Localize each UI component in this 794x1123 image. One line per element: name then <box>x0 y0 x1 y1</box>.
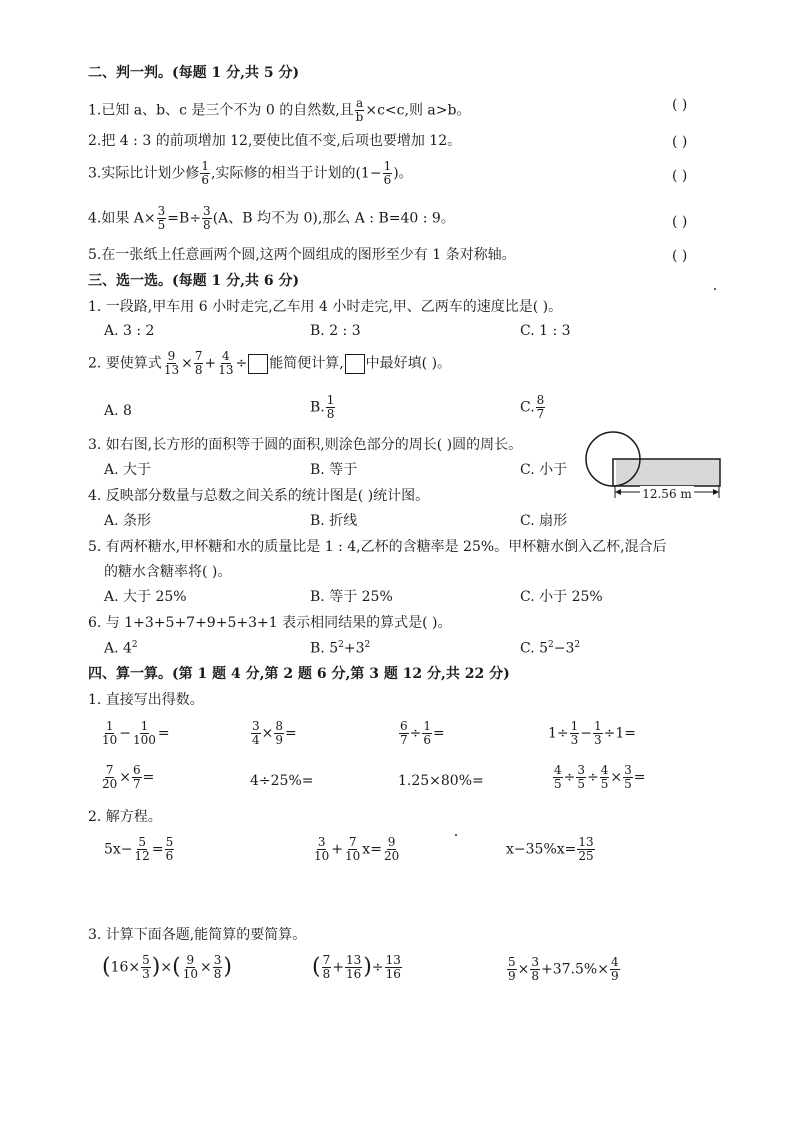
judge-q4: 4.如果 A× $\frac{3}{5}$ =B÷ $\frac{3}{8}$ (A、B 均不为 0),那么 A : B=40 : 9。 <box>88 204 455 232</box>
judge-q2: 2.把 4 : 3 的前项增加 12,要使比值不变,后项也要增加 12。 <box>88 133 462 149</box>
blank-box <box>345 354 365 374</box>
circle-rectangle-figure <box>582 428 732 508</box>
choice-q6: 6. 与 1+3+5+7+9+5+3+1 表示相同结果的算式是( )。 <box>88 615 452 631</box>
calc-e3: $\frac{6}{7}$ ÷ $\frac{1}{6}$ = <box>400 719 445 747</box>
arrow-left-icon <box>615 489 621 495</box>
arrow-right-icon <box>713 489 719 495</box>
part1-title: 1. 直接写出得数。 <box>88 692 204 708</box>
judge-q5: 5.在一张纸上任意画两个圆,这两个圆组成的图形至少有 1 条对称轴。 <box>88 247 516 263</box>
choice-q2-b[interactable]: B. $\frac{1}{8}$ <box>310 393 335 421</box>
choice-q6-b[interactable]: B. $5^2+3^2$ <box>310 640 371 657</box>
calc-c1: (16× $\frac{5}{3}$ )×( $\frac{9}{10}$ × $\frac{3}{8}$ ) <box>102 953 232 981</box>
choice-q2: 2. 要使算式 $\frac{9}{13}$ × $\frac{7}{8}$ + $\frac{4}{13}$ ÷ 能简便计算, 中最好填( )。 <box>88 349 452 377</box>
figure-length-label: 12.56 m <box>642 487 692 501</box>
calc-e5: $\frac{7}{20}$ × $\frac{6}{7}$ = <box>102 763 155 791</box>
choice-q4-c[interactable]: C. 扇形 <box>520 513 568 529</box>
choice-q1-b[interactable]: B. 2 : 3 <box>310 323 361 339</box>
calc-c3: $\frac{5}{9}$ × $\frac{3}{8}$ +37.5%× $\frac{4}{9}$ <box>508 955 619 983</box>
choice-q1-c[interactable]: C. 1 : 3 <box>520 323 571 339</box>
calc-e8: $\frac{4}{5}$ ÷ $\frac{3}{5}$ ÷ $\frac{4}{5}$ × $\frac{3}{5}$ = <box>554 763 646 791</box>
calc-e7: 1.25×80%= <box>398 773 484 789</box>
answer-blank-j1[interactable]: ( ) <box>672 97 688 113</box>
calc-e4: 1÷ $\frac{1}{3}$ − $\frac{1}{3}$ ÷1= <box>548 719 637 747</box>
equation-2: $\frac{3}{10}$ + $\frac{7}{10}$ x= $\frac{9}{20}$ <box>314 835 400 863</box>
equation-3: x−35%x= $\frac{13}{25}$ <box>506 835 594 863</box>
choice-q4-b[interactable]: B. 折线 <box>310 513 358 529</box>
choice-q3-b[interactable]: B. 等于 <box>310 462 358 478</box>
choice-q5-line2: 的糖水含糖率将( )。 <box>104 564 232 580</box>
choice-q5-c[interactable]: C. 小于 25% <box>520 589 603 605</box>
choice-q1: 1. 一段路,甲车用 6 小时走完,乙车用 4 小时走完,甲、乙两车的速度比是( )。 <box>88 299 563 315</box>
calc-e2: $\frac{3}{4}$ × $\frac{8}{9}$ = <box>252 719 297 747</box>
choice-q2-c[interactable]: C. $\frac{8}{7}$ <box>520 393 545 421</box>
shaded-region <box>616 459 720 486</box>
section2-title: 二、判一判。(每题 1 分,共 5 分) <box>88 65 300 81</box>
calc-e6: 4÷25%= <box>250 773 314 789</box>
choice-q4: 4. 反映部分数量与总数之间关系的统计图是( )统计图。 <box>88 488 430 504</box>
speck <box>714 288 716 290</box>
answer-blank-j5[interactable]: ( ) <box>672 248 688 264</box>
answer-blank-j4[interactable]: ( ) <box>672 214 688 230</box>
section4-title: 四、算一算。(第 1 题 4 分,第 2 题 6 分,第 3 题 12 分,共 22 分) <box>88 666 510 682</box>
choice-q3-a[interactable]: A. 大于 <box>104 462 152 478</box>
part2-title: 2. 解方程。 <box>88 809 162 825</box>
choice-q5-line1: 5. 有两杯糖水,甲杯糖和水的质量比是 1 : 4,乙杯的含糖率是 25%。甲杯糖水倒入乙杯,混合后 <box>88 539 667 555</box>
answer-blank-j3[interactable]: ( ) <box>672 168 688 184</box>
choice-q2-a[interactable]: A. 8 <box>104 403 132 419</box>
choice-q5-a[interactable]: A. 大于 25% <box>104 589 187 605</box>
calc-c2: ( $\frac{7}{8}$ + $\frac{13}{16}$ )÷ $\frac{13}{16}$ <box>312 953 401 981</box>
choice-q6-c[interactable]: C. $5^2-3^2$ <box>520 640 581 657</box>
choice-q3: 3. 如右图,长方形的面积等于圆的面积,则涂色部分的周长( )圆的周长。 <box>88 437 523 453</box>
equation-1: 5x− $\frac{5}{12}$ = $\frac{5}{6}$ <box>104 835 174 863</box>
speck <box>455 834 457 836</box>
choice-q4-a[interactable]: A. 条形 <box>104 513 152 529</box>
answer-blank-j2[interactable]: ( ) <box>672 134 688 150</box>
choice-q3-c[interactable]: C. 小于 <box>520 462 568 478</box>
calc-e1: $\frac{1}{10}$ − $\frac{1}{100}$ = <box>102 719 170 747</box>
blank-box <box>248 354 268 374</box>
choice-q6-a[interactable]: A. $4^2$ <box>104 640 138 657</box>
judge-q1: 1.已知 a、b、c 是三个不为 0 的自然数,且 $\frac{a}{b}$ ×c<c,则 a>b。 <box>88 96 471 124</box>
choice-q1-a[interactable]: A. 3 : 2 <box>104 323 155 339</box>
judge-q3: 3.实际比计划少修 $\frac{1}{6}$ ,实际修的相当于计划的(1− $\frac{1}{6}$ )。 <box>88 159 413 187</box>
part3-title: 3. 计算下面各题,能简算的要简算。 <box>88 927 307 943</box>
section3-title: 三、选一选。(每题 1 分,共 6 分) <box>88 273 300 289</box>
choice-q5-b[interactable]: B. 等于 25% <box>310 589 393 605</box>
